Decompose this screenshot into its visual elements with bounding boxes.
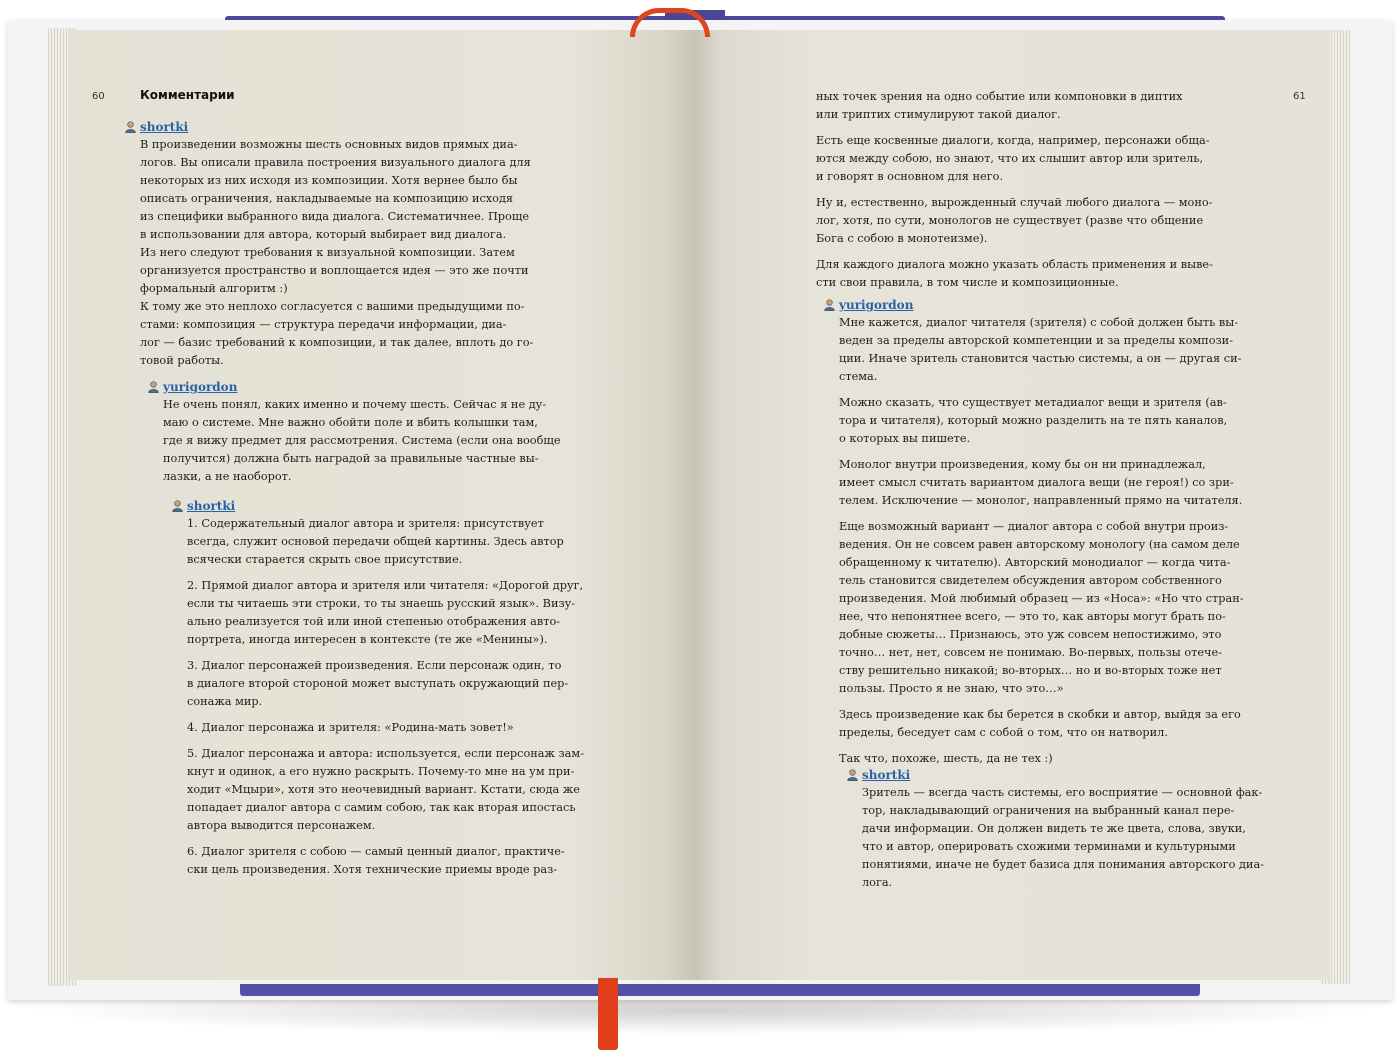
text-line: Здесь произведение как бы берется в скобки и автор, выйдя за его <box>839 708 1241 721</box>
text-line: 2. Прямой диалог автора и зрителя или читателя: «Дорогой друг, <box>187 579 584 592</box>
text-line: добные сюжеты… Признаюсь, это уж совсем непостижимо, это <box>839 628 1222 641</box>
comment-author[interactable] <box>163 378 563 396</box>
text-line: точно… нет, нет, совсем не понимаю. Во-первых, пользы отече- <box>839 646 1223 659</box>
text-line: всегда, служит основой передачи общей картины. Здесь автор <box>187 535 564 548</box>
text-line: ству решительно никакой; во-вторых… но и во-вторых тоже нет <box>839 664 1222 677</box>
cover-cloth-bottom <box>240 984 1200 996</box>
text-line: пользы. Просто я не знаю, что это…» <box>839 682 1064 695</box>
text-line: описать ограничения, накладываемые на композицию исходя <box>140 192 514 205</box>
paragraph <box>187 745 607 835</box>
text-line: кнут и одинок, а его нужно раскрыть. Почему-то мне на ум при- <box>187 765 575 778</box>
paragraph <box>816 88 1236 124</box>
user-icon <box>824 299 835 311</box>
text-line: 4. Диалог персонажа и зрителя: «Родина-мать зовет!» <box>187 721 514 734</box>
user-icon <box>847 769 858 781</box>
text-line: имеет смысл считать вариантом диалога вещи (не героя!) со зри- <box>839 476 1234 489</box>
text-line: К тому же это неплохо согласуется с вашими предыдущими по- <box>140 300 525 313</box>
text-line: в использовании для автора, который выбирает вид диалога. <box>140 228 507 241</box>
text-line: Еще возможный вариант — диалог автора с собой внутри произ- <box>839 520 1229 533</box>
text-line: попадает диалог автора с самим собою, так как вторая ипостась <box>187 801 576 814</box>
paragraph <box>839 394 1259 448</box>
text-line: логов. Вы описали правила построения визуального диалога для <box>140 156 531 169</box>
text-line: обращенному к читателю). Авторский монодиалог — когда чита- <box>839 556 1231 569</box>
username-link[interactable]: yurigordon <box>163 380 238 394</box>
text-line: что и автор, оперировать схожими терминами и культурными <box>862 840 1236 853</box>
text-line: автора выводится персонажем. <box>187 819 376 832</box>
text-line: дачи информации. Он должен видеть те же цвета, слова, звуки, <box>862 822 1246 835</box>
left-page-number: 60 <box>92 91 105 102</box>
paragraph <box>187 843 607 879</box>
paragraph <box>187 657 607 711</box>
text-line: сти свои правила, в том числе и композиционные. <box>816 276 1119 289</box>
text-line: формальный алгоритм :) <box>140 282 288 295</box>
text-line: лог — базис требований к композиции, и так далее, вплоть до го- <box>140 336 534 349</box>
paragraph <box>187 577 607 649</box>
comment-author[interactable] <box>862 766 1282 784</box>
comment-author[interactable] <box>140 118 540 136</box>
text-line: товой работы. <box>140 354 224 367</box>
text-line: где я вижу предмет для рассмотрения. Система (если она вообще <box>163 434 561 447</box>
text-line: Так что, похоже, шесть, да не тех :) <box>839 752 1053 765</box>
text-line: в диалоге второй стороной может выступать окружающий пер- <box>187 677 569 690</box>
comment-body <box>839 314 1259 768</box>
text-line: о которых вы пишете. <box>839 432 971 445</box>
user-icon <box>172 500 183 512</box>
text-line: некоторых из них исходя из композиции. Хотя вернее было бы <box>140 174 518 187</box>
username-link[interactable]: shortki <box>140 120 189 134</box>
comment-body <box>140 136 540 370</box>
text-line: организуется пространство и воплощается идея — это же почти <box>140 264 529 277</box>
text-line: ведения. Он не совсем равен авторскому монологу (на самом деле <box>839 538 1240 551</box>
text-line: Для каждого диалога можно указать область применения и выве- <box>816 258 1213 271</box>
text-line: Ну и, естественно, вырожденный случай любого диалога — моно- <box>816 196 1213 209</box>
text-line: В произведении возможны шесть основных видов прямых диа- <box>140 138 518 151</box>
paragraph <box>187 515 607 569</box>
user-icon <box>125 121 136 133</box>
text-line: тель становится свидетелем обсуждения автором собственного <box>839 574 1222 587</box>
user-icon <box>148 381 159 393</box>
paragraph <box>839 706 1259 742</box>
text-line: Мне кажется, диалог читателя (зрителя) с собой должен быть вы- <box>839 316 1239 329</box>
comment-yurigordon-2 <box>839 296 1259 768</box>
comment-body <box>187 515 607 879</box>
text-line: если ты читаешь эти строки, то ты знаешь русский язык». Визу- <box>187 597 576 610</box>
text-line: 6. Диалог зрителя с собою — самый ценный диалог, практиче- <box>187 845 565 858</box>
comment-author[interactable] <box>187 497 607 515</box>
comment-shortki-3 <box>862 766 1282 892</box>
text-line: лазки, а не наоборот. <box>163 470 292 483</box>
text-line: ции. Иначе зритель становится частью системы, а он — другая си- <box>839 352 1242 365</box>
paragraph <box>839 518 1259 698</box>
username-link[interactable]: shortki <box>862 768 911 782</box>
ribbon-bookmark-tail <box>598 978 618 1050</box>
text-line: и говорят в основном для него. <box>816 170 1004 183</box>
text-line: понятиями, иначе не будет базиса для понимания авторского диа- <box>862 858 1264 871</box>
text-line: нее, что непонятнее всего, — это то, как авторы могут брать по- <box>839 610 1226 623</box>
text-line: всячески старается скрыть свое присутствие. <box>187 553 463 566</box>
comment-body <box>816 88 1236 292</box>
text-line: тора и читателя), который можно разделить на те пять каналов, <box>839 414 1228 427</box>
text-line: пределы, беседует сам с собой о том, что он натворил. <box>839 726 1168 739</box>
text-line: телем. Исключение — монолог, направленный прямо на читателя. <box>839 494 1243 507</box>
text-line: тор, накладывающий ограничения на выбранный канал пере- <box>862 804 1235 817</box>
text-line: ходит «Мцыри», хотя это неочевидный вариант. Кстати, сюда же <box>187 783 580 796</box>
text-line: стема. <box>839 370 878 383</box>
comment-body <box>862 784 1282 892</box>
paragraph <box>839 456 1259 510</box>
text-line: Из него следуют требования к визуальной композиции. Затем <box>140 246 515 259</box>
text-line: сонажа мир. <box>187 695 263 708</box>
comment-shortki-1 <box>140 118 540 370</box>
text-line: маю о системе. Мне важно обойти поле и вбить колышки там, <box>163 416 538 429</box>
text-line: Зритель — всегда часть системы, его восприятие — основной фак- <box>862 786 1263 799</box>
text-line: ных точек зрения на одно событие или компоновки в диптих <box>816 90 1183 103</box>
text-line: 5. Диалог персонажа и автора: используется, если персонаж зам- <box>187 747 585 760</box>
text-line: ются между собою, но знают, что их слышит автор или зритель, <box>816 152 1204 165</box>
text-line: или триптих стимулируют такой диалог. <box>816 108 1061 121</box>
paragraph <box>816 256 1236 292</box>
comment-body <box>163 396 563 486</box>
comment-yurigordon-1 <box>163 378 563 486</box>
text-line: 1. Содержательный диалог автора и зрителя: присутствует <box>187 517 544 530</box>
paragraph <box>187 719 607 737</box>
comment-continuation <box>816 88 1236 292</box>
username-link[interactable]: shortki <box>187 499 236 513</box>
paragraph <box>839 314 1259 386</box>
text-line: из специфики выбранного вида диалога. Систематичнее. Проще <box>140 210 530 223</box>
text-line: лога. <box>862 876 893 889</box>
text-line: лог, хотя, по сути, монологов не существует (разве что общение <box>816 214 1204 227</box>
text-line: Бога с собою в монотеизме). <box>816 232 988 245</box>
text-line: стами: композиция — структура передачи информации, диа- <box>140 318 507 331</box>
text-line: произведения. Мой любимый образец — из «Носа»: «Но что стран- <box>839 592 1244 605</box>
paragraph <box>816 194 1236 248</box>
text-line: получится) должна быть наградой за правильные частные вы- <box>163 452 539 465</box>
right-page-number: 61 <box>1293 91 1306 102</box>
text-line: Есть еще косвенные диалоги, когда, например, персонажи обща- <box>816 134 1210 147</box>
username-link[interactable]: yurigordon <box>839 298 914 312</box>
text-line: Можно сказать, что существует метадиалог вещи и зрителя (ав- <box>839 396 1227 409</box>
running-head: Комментарии <box>140 88 235 102</box>
text-line: Монолог внутри произведения, кому бы он ни принадлежал, <box>839 458 1206 471</box>
text-line: 3. Диалог персонажей произведения. Если персонаж один, то <box>187 659 562 672</box>
text-line: веден за пределы авторской компетенции и за пределы компози- <box>839 334 1234 347</box>
text-line: портрета, иногда интересен в контексте (те же «Менины»). <box>187 633 548 646</box>
text-line: ально реализуется той или иной степенью отображения авто- <box>187 615 561 628</box>
comment-shortki-2 <box>187 497 607 879</box>
paragraph <box>816 132 1236 186</box>
comment-author[interactable] <box>839 296 1259 314</box>
text-line: Не очень понял, каких именно и почему шесть. Сейчас я не ду- <box>163 398 547 411</box>
text-line: ски цель произведения. Хотя технические приемы вроде раз- <box>187 863 558 876</box>
